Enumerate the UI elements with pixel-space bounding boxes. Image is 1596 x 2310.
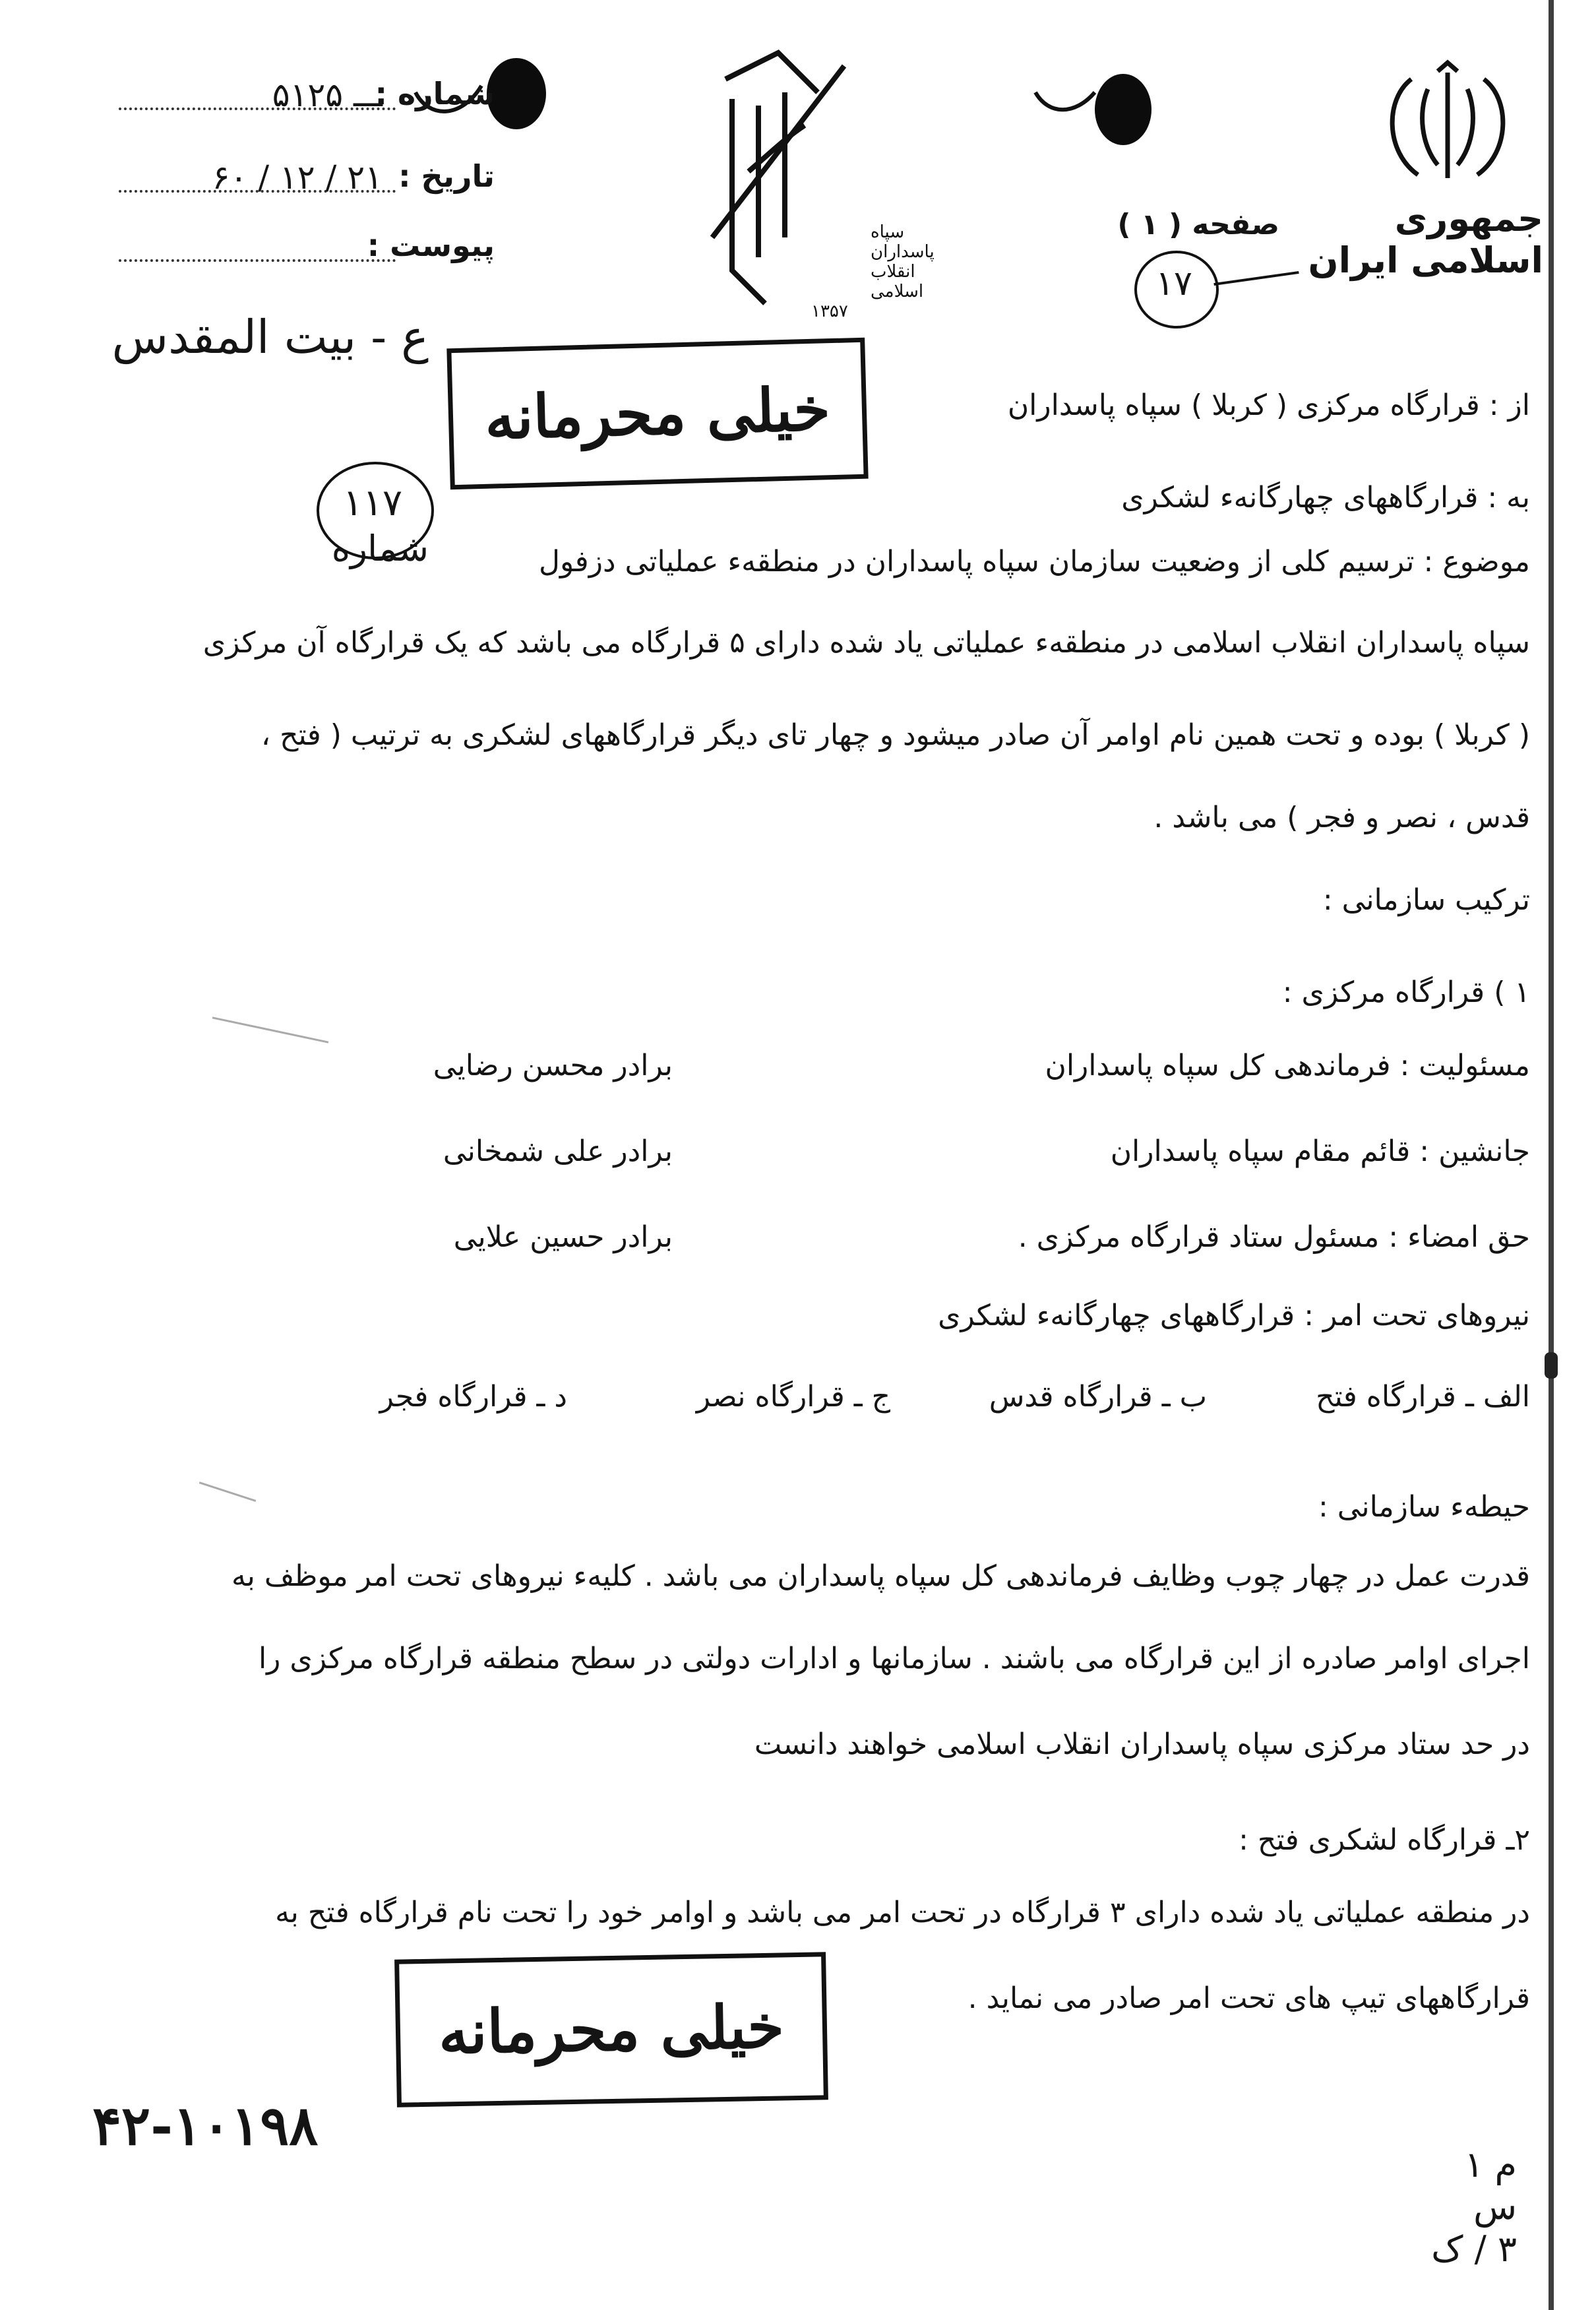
meta-number-row <box>20 76 495 129</box>
role-person: برادر علی شمخانی <box>443 1135 673 1168</box>
paragraph-line: قرارگاههای تیپ های تحت امر صادر می نماید . <box>967 1982 1530 2015</box>
scan-edge-mark <box>1545 1352 1558 1379</box>
section-heading: حیطهء سازمانی : <box>1318 1490 1530 1524</box>
hq-list-item: ج ـ قرارگاه نصر <box>696 1380 890 1414</box>
section-heading: ۱ ) قرارگاه مرکزی : <box>1282 976 1530 1009</box>
corner-marks <box>1345 2144 1517 2270</box>
attachment-label: پیوست : <box>367 228 495 263</box>
paragraph-line: ( کربلا ) بوده و تحت همین نام اوامر آن صادر میشود و چهار تای دیگر قرارگاههای لشکری به ترتیب ( فتح ، <box>261 718 1530 752</box>
republic-name: جمهوری اسلامی ایران <box>1308 198 1543 281</box>
page-circle-line <box>1213 271 1299 286</box>
handwritten-number-label: شماره <box>331 528 429 569</box>
corner-mark-line: س <box>1473 2186 1517 2228</box>
section-heading: ۲ـ قرارگاه لشکری فتح : <box>1239 1823 1530 1857</box>
subject-line: موضوع : ترسیم کلی از وضعیت سازمان سپاه پاسداران در منطقهء عملیاتی دزفول <box>538 545 1530 578</box>
page-circle-number: ۱۷ <box>1155 264 1192 303</box>
logo-text-3: انقلاب <box>871 262 915 282</box>
page-number-label: صفحه ( ۱ ) <box>1117 208 1279 241</box>
corner-mark-line: م ۱ <box>1464 2144 1517 2185</box>
corner-mark-line: ۳ / ک <box>1431 2228 1517 2270</box>
circled-number-text: ۱۱۷ <box>342 482 403 524</box>
dotted-line <box>119 259 396 262</box>
hq-list-item: ب ـ قرارگاه قدس <box>989 1380 1207 1414</box>
logo-year: ۱۳۵۷ <box>811 301 848 321</box>
logo-text-1: سپاه <box>871 222 905 242</box>
scan-mark <box>212 1016 329 1043</box>
hq-list-item: الف ـ قرارگاه فتح <box>1316 1380 1530 1414</box>
meta-attachment-row <box>20 228 495 280</box>
role-label: حق امضاء : مسئول ستاد قرارگاه مرکزی . <box>1018 1220 1530 1254</box>
handwritten-note: ع - بیت المقدس <box>111 310 429 364</box>
logo-text-4: اسلامی <box>871 282 924 301</box>
number-value: ۵ـــ ۱۲۵ <box>272 76 383 114</box>
paragraph-line: سپاه پاسداران انقلاب اسلامی در منطقهء عملیاتی یاد شده دارای ۵ قرارگاه می باشد که یک قرارگاه آن مرکزی <box>202 626 1530 660</box>
from-line: از : قرارگاه مرکزی ( کربلا ) سپاه پاسداران <box>1007 389 1530 422</box>
role-label: مسئولیت : فرماندهی کل سپاه پاسداران <box>1045 1049 1530 1082</box>
paragraph-line: اجرای اوامر صادره از این قرارگاه می باشند . سازمانها و ادارات دولتی در سطح منطقه قرارگاه مرکزی را <box>258 1642 1530 1675</box>
date-label: تاریخ : <box>398 158 495 194</box>
paragraph-line: در منطقه عملیاتی یاد شده دارای ۳ قرارگاه در تحت امر می باشد و اوامر خود را تحت نام قرارگاه فتح به <box>275 1896 1530 1929</box>
punch-hole <box>487 58 546 129</box>
paragraph-line: قدس ، نصر و فجر ) می باشد . <box>1153 801 1530 834</box>
scribble-mark <box>1029 79 1108 119</box>
logo-text-2: پاسداران <box>871 242 935 262</box>
paragraph-line: قدرت عمل در چهار چوب وظایف فرماندهی کل سپاه پاسداران می باشد . کلیهء نیروهای تحت امر موظف به <box>231 1559 1530 1593</box>
paragraph-line: در حد ستاد مرکزی سپاه پاسداران انقلاب اسلامی خواهند دانست <box>754 1728 1530 1761</box>
scan-mark <box>199 1482 257 1502</box>
confidential-stamp: خیلی محرمانه <box>394 1952 828 2107</box>
confidential-stamp: خیلی محرمانه <box>446 338 868 490</box>
section-heading: ترکیب سازمانی : <box>1322 883 1530 917</box>
archive-code: ۴۲-۱۰۱۹۸ <box>92 2094 319 2158</box>
date-value: ۶۰ / ۱۲ / ۲۱ <box>212 158 383 197</box>
forces-line: نیروهای تحت امر : قرارگاههای چهارگانهء لشکری <box>938 1299 1530 1332</box>
number-label: شماره : <box>375 76 495 111</box>
scan-edge-line <box>1549 0 1554 2310</box>
meta-date-row <box>20 158 495 211</box>
to-line: به : قرارگاههای چهارگانهء لشکری <box>1121 481 1530 515</box>
role-person: برادر محسن رضایی <box>433 1049 673 1082</box>
irgc-logo-icon <box>686 40 935 321</box>
hq-list-item: د ـ قرارگاه فجر <box>379 1380 567 1414</box>
role-person: برادر حسین علایی <box>453 1220 673 1254</box>
iran-emblem-icon <box>1372 59 1523 191</box>
role-label: جانشین : قائم مقام سپاه پاسداران <box>1110 1135 1530 1168</box>
